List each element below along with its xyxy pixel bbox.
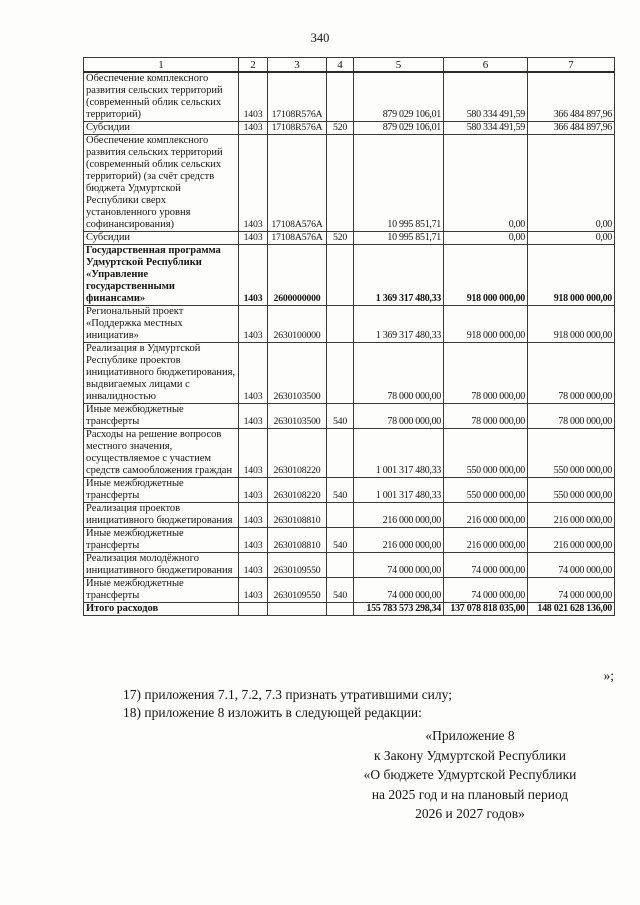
- cell-expense-type-code: [327, 503, 354, 528]
- table-row: [84, 306, 615, 343]
- cell-expense-name: Субсидии: [84, 122, 239, 135]
- cell-expense-name: Реализация молодёжного инициативного бюджетирования: [84, 553, 239, 578]
- cell-section-code: 1403: [239, 478, 268, 503]
- cell-sum-col5: 1 369 317 480,33: [354, 245, 444, 306]
- cell-sum-col7: 148 021 628 136,00: [528, 603, 615, 616]
- header-col-1: 1: [84, 58, 239, 73]
- cell-sum-col6: 216 000 000,00: [444, 503, 528, 528]
- cell-sum-col6: 137 078 818 035,00: [444, 603, 528, 616]
- appendix-heading-block: [322, 726, 618, 824]
- table-row: [84, 343, 615, 404]
- cell-sum-col7: 918 000 000,00: [528, 245, 615, 306]
- cell-section-code: 1403: [239, 343, 268, 404]
- cell-target-article-code: 2630103500: [268, 343, 327, 404]
- table-row: [84, 528, 615, 553]
- cell-target-article-code: 2630108220: [268, 478, 327, 503]
- table-row: [84, 429, 615, 478]
- cell-target-article-code: 2630109550: [268, 553, 327, 578]
- cell-section-code: 1403: [239, 528, 268, 553]
- appendix-heading-line-3: «О бюджете Удмуртской Республики: [363, 767, 577, 782]
- cell-expense-type-code: 540: [327, 478, 354, 503]
- cell-expense-name: Иные межбюджетные трансферты: [84, 528, 239, 553]
- header-col-4: 4: [327, 58, 354, 73]
- cell-section-code: 1403: [239, 553, 268, 578]
- cell-sum-col7: 78 000 000,00: [528, 343, 615, 404]
- cell-section-code: 1403: [239, 135, 268, 232]
- cell-section-code: 1403: [239, 306, 268, 343]
- cell-expense-name: Субсидии: [84, 232, 239, 245]
- cell-sum-col5: 74 000 000,00: [354, 578, 444, 603]
- cell-sum-col6: 78 000 000,00: [444, 343, 528, 404]
- cell-section-code: 1403: [239, 404, 268, 429]
- header-col-6: 6: [444, 58, 528, 73]
- cell-sum-col7: 550 000 000,00: [528, 478, 615, 503]
- cell-section-code: 1403: [239, 245, 268, 306]
- header-col-5: 5: [354, 58, 444, 73]
- cell-sum-col5: 74 000 000,00: [354, 553, 444, 578]
- cell-target-article-code: 17108R576A: [268, 72, 327, 122]
- cell-target-article-code: 17108A576A: [268, 232, 327, 245]
- table-row: [84, 135, 615, 232]
- cell-expense-name: Обеспечение комплексного развития сельских территорий (современный облик сельских территорий) (за счёт средств бюджета Удмуртской Республики сверх установленного уровня софинансирования): [84, 135, 239, 232]
- cell-sum-col5: 1 369 317 480,33: [354, 306, 444, 343]
- cell-section-code: [239, 603, 268, 616]
- clause-18: 18) приложение 8 изложить в следующей редакции:: [123, 705, 422, 720]
- cell-expense-name: Государственная программа Удмуртской Республики «Управление государственными финансами»: [84, 245, 239, 306]
- appendix-heading-line-5: 2026 и 2027 годов»: [415, 806, 525, 821]
- cell-sum-col5: 155 783 573 298,34: [354, 603, 444, 616]
- cell-sum-col6: 0,00: [444, 232, 528, 245]
- cell-section-code: 1403: [239, 122, 268, 135]
- cell-target-article-code: 17108A576A: [268, 135, 327, 232]
- cell-sum-col7: 216 000 000,00: [528, 528, 615, 553]
- cell-sum-col6: 0,00: [444, 135, 528, 232]
- cell-sum-col7: 74 000 000,00: [528, 578, 615, 603]
- cell-target-article-code: 17108R576A: [268, 122, 327, 135]
- table-row: [84, 553, 615, 578]
- cell-target-article-code: 2630108810: [268, 528, 327, 553]
- cell-sum-col7: 918 000 000,00: [528, 306, 615, 343]
- cell-expense-type-code: [327, 135, 354, 232]
- cell-sum-col7: 550 000 000,00: [528, 429, 615, 478]
- cell-expense-name: Иные межбюджетные трансферты: [84, 478, 239, 503]
- cell-sum-col5: 10 995 851,71: [354, 135, 444, 232]
- cell-sum-col5: 1 001 317 480,33: [354, 478, 444, 503]
- cell-sum-col6: 78 000 000,00: [444, 404, 528, 429]
- cell-expense-name: Иные межбюджетные трансферты: [84, 404, 239, 429]
- table-row: [84, 232, 615, 245]
- cell-sum-col5: 216 000 000,00: [354, 528, 444, 553]
- cell-sum-col5: 216 000 000,00: [354, 503, 444, 528]
- cell-expense-type-code: 540: [327, 578, 354, 603]
- cell-sum-col6: 918 000 000,00: [444, 245, 528, 306]
- cell-sum-col6: 550 000 000,00: [444, 429, 528, 478]
- cell-target-article-code: 2630109550: [268, 578, 327, 603]
- header-col-7: 7: [528, 58, 615, 73]
- cell-expense-name: Иные межбюджетные трансферты: [84, 578, 239, 603]
- cell-section-code: 1403: [239, 503, 268, 528]
- table-row: [84, 404, 615, 429]
- cell-sum-col6: 918 000 000,00: [444, 306, 528, 343]
- cell-expense-type-code: [327, 603, 354, 616]
- cell-expense-type-code: 520: [327, 122, 354, 135]
- cell-sum-col6: 550 000 000,00: [444, 478, 528, 503]
- cell-expense-type-code: [327, 245, 354, 306]
- cell-sum-col5: 879 029 106,01: [354, 72, 444, 122]
- cell-sum-col5: 1 001 317 480,33: [354, 429, 444, 478]
- cell-sum-col5: 78 000 000,00: [354, 404, 444, 429]
- cell-expense-name: Региональный проект «Поддержка местных инициатив»: [84, 306, 239, 343]
- cell-expense-name: Расходы на решение вопросов местного значения, осуществляемое с участием средств самообложения граждан: [84, 429, 239, 478]
- table-row: [84, 122, 615, 135]
- cell-expense-name: Обеспечение комплексного развития сельских территорий (современный облик сельских территорий): [84, 72, 239, 122]
- table-row: [84, 578, 615, 603]
- appendix-heading-line-1: «Приложение 8: [425, 728, 515, 743]
- budget-table-body: [84, 72, 615, 616]
- cell-sum-col7: 216 000 000,00: [528, 503, 615, 528]
- cell-section-code: 1403: [239, 429, 268, 478]
- cell-sum-col5: 78 000 000,00: [354, 343, 444, 404]
- cell-sum-col6: 580 334 491,59: [444, 122, 528, 135]
- cell-sum-col6: 74 000 000,00: [444, 553, 528, 578]
- cell-expense-type-code: [327, 553, 354, 578]
- cell-section-code: 1403: [239, 578, 268, 603]
- cell-sum-col6: 216 000 000,00: [444, 528, 528, 553]
- table-row: [84, 478, 615, 503]
- appendix-heading-line-2: к Закону Удмуртской Республики: [373, 747, 567, 763]
- page-number: 340: [310, 31, 330, 45]
- cell-target-article-code: 2630100000: [268, 306, 327, 343]
- clause-17: 17) приложения 7.1, 7.2, 7.3 признать утратившими силу;: [123, 687, 452, 702]
- cell-target-article-code: [268, 603, 327, 616]
- cell-expense-type-code: [327, 343, 354, 404]
- cell-sum-col6: 580 334 491,59: [444, 72, 528, 122]
- table-row: [84, 603, 615, 616]
- cell-expense-name: Реализация в Удмуртской Республике проектов инициативного бюджетирования, выдвигаемых лицами с инвалидностью: [84, 343, 239, 404]
- table-row: [84, 503, 615, 528]
- header-row: [84, 58, 615, 73]
- cell-expense-type-code: 540: [327, 528, 354, 553]
- cell-section-code: 1403: [239, 72, 268, 122]
- cell-section-code: 1403: [239, 232, 268, 245]
- cell-sum-col7: 0,00: [528, 232, 615, 245]
- header-col-3: 3: [268, 58, 327, 73]
- appendix-heading-line-4: на 2025 год и на плановый период: [371, 786, 569, 802]
- cell-expense-type-code: [327, 429, 354, 478]
- cell-sum-col5: 10 995 851,71: [354, 232, 444, 245]
- table-row: [84, 72, 615, 122]
- cell-target-article-code: 2630103500: [268, 404, 327, 429]
- budget-table-header: [84, 58, 615, 73]
- cell-target-article-code: 2630108220: [268, 429, 327, 478]
- cell-expense-type-code: 540: [327, 404, 354, 429]
- cell-expense-type-code: 520: [327, 232, 354, 245]
- table-closing-quote: »;: [603, 668, 614, 683]
- cell-sum-col7: 0,00: [528, 135, 615, 232]
- cell-expense-name: Реализация проектов инициативного бюджетирования: [84, 503, 239, 528]
- cell-sum-col7: 366 484 897,96: [528, 72, 615, 122]
- header-col-2: 2: [239, 58, 268, 73]
- cell-expense-type-code: [327, 72, 354, 122]
- cell-sum-col7: 78 000 000,00: [528, 404, 615, 429]
- budget-table: [83, 57, 615, 616]
- cell-expense-name: Итого расходов: [84, 603, 239, 616]
- cell-sum-col6: 74 000 000,00: [444, 578, 528, 603]
- cell-target-article-code: 2600000000: [268, 245, 327, 306]
- cell-sum-col5: 879 029 106,01: [354, 122, 444, 135]
- cell-sum-col7: 366 484 897,96: [528, 122, 615, 135]
- cell-sum-col7: 74 000 000,00: [528, 553, 615, 578]
- cell-expense-type-code: [327, 306, 354, 343]
- cell-target-article-code: 2630108810: [268, 503, 327, 528]
- table-row: [84, 245, 615, 306]
